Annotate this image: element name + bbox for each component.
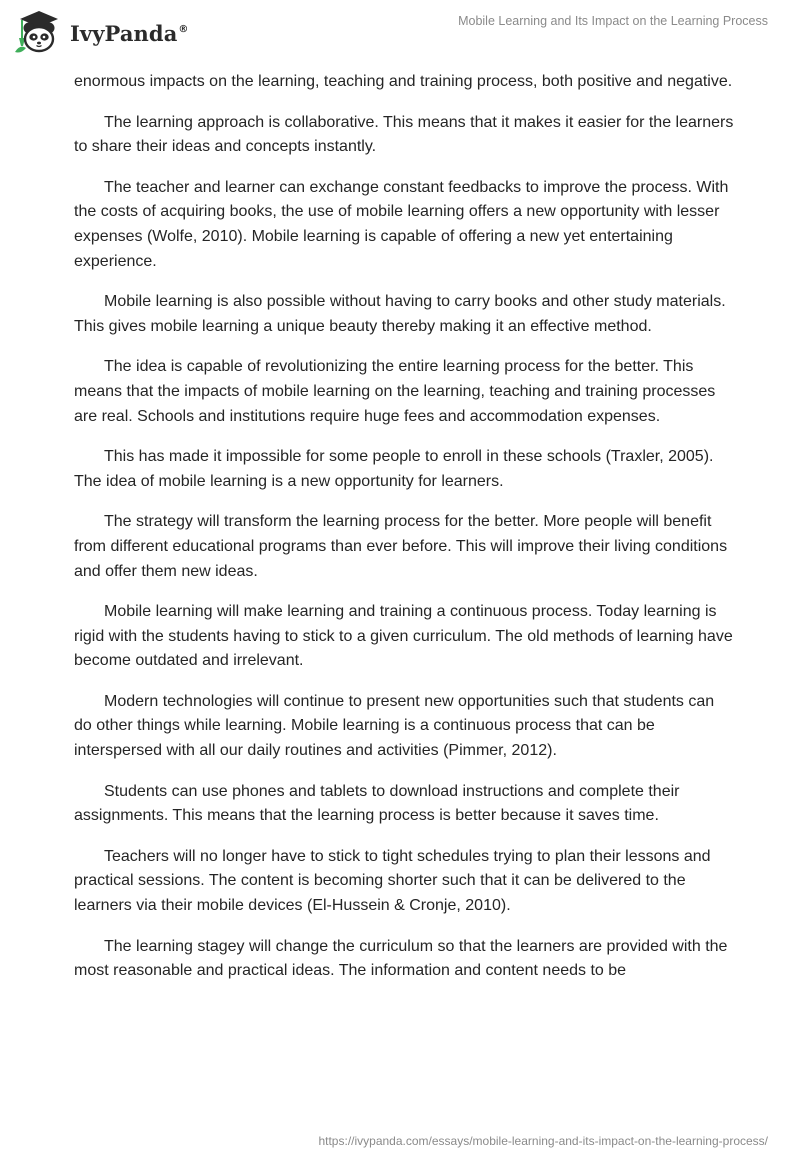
brand-name: IvyPanda® [70,20,189,46]
source-url[interactable]: https://ivypanda.com/essays/mobile-learning-and-its-impact-on-the-learning-process/ [318,1134,768,1148]
paragraph: Mobile learning is also possible without having to carry books and other study materials. This gives mobile learning a unique beauty thereby making it an effective method. [74,293,726,335]
paragraph: Modern technologies will continue to present new opportunities such that students can do other things while learning. Mobile learning is a continuous process that can be interspersed with all our daily routines and activities (Pimmer, 2012). [74,692,715,760]
essay-body [74,70,734,1000]
paragraph: enormous impacts on the learning, teaching and training process, both positive and negative. [74,73,733,90]
paragraph: This has made it impossible for some people to enroll in these schools (Traxler, 2005). The idea of mobile learning is a new opportunity for learners. [74,448,714,490]
paragraph: Teachers will no longer have to stick to tight schedules trying to plan their lessons and practical sessions. The content is becoming shorter such that it can be delivered to the learners via their mobile devices (El-Hussein & Cronje, 2010). [74,847,711,915]
panda-graduate-icon [14,8,64,56]
paragraph: The strategy will transform the learning process for the better. More people will benefit from different educational programs than ever before. This will improve their living conditions and offer them new ideas. [74,513,728,580]
document-title: Mobile Learning and Its Impact on the Learning Process [458,14,768,28]
paragraph: The teacher and learner can exchange constant feedbacks to improve the process. With the costs of acquiring books, the use of mobile learning offers a new opportunity with lesser expenses (Wolfe, 2010). Mobile learning is capable of offering a new yet entertaining experience. [74,178,729,270]
registered-mark: ® [178,23,189,35]
paragraph: The learning stagey will change the curriculum so that the learners are provided with the most reasonable and practical ideas. The information and content needs to be [74,937,728,980]
paragraph: Students can use phones and tablets to download instructions and complete their assignments. This means that the learning process is better because it saves time. [74,782,680,825]
paragraph: The learning approach is collaborative. This means that it makes it easier for the learners to share their ideas and concepts instantly. [74,113,734,156]
paragraph: The idea is capable of revolutionizing the entire learning process for the better. This means that the impacts of mobile learning on the learning, teaching and training processes are real. Schools and institutions require huge fees and accommodation expenses. [74,358,716,425]
paragraph: Mobile learning will make learning and training a continuous process. Today learning is rigid with the students having to stick to a given curriculum. The old methods of learning have become outdated and irrelevant. [74,603,733,670]
ivypanda-logo[interactable] [14,8,189,56]
page-header [0,0,800,64]
